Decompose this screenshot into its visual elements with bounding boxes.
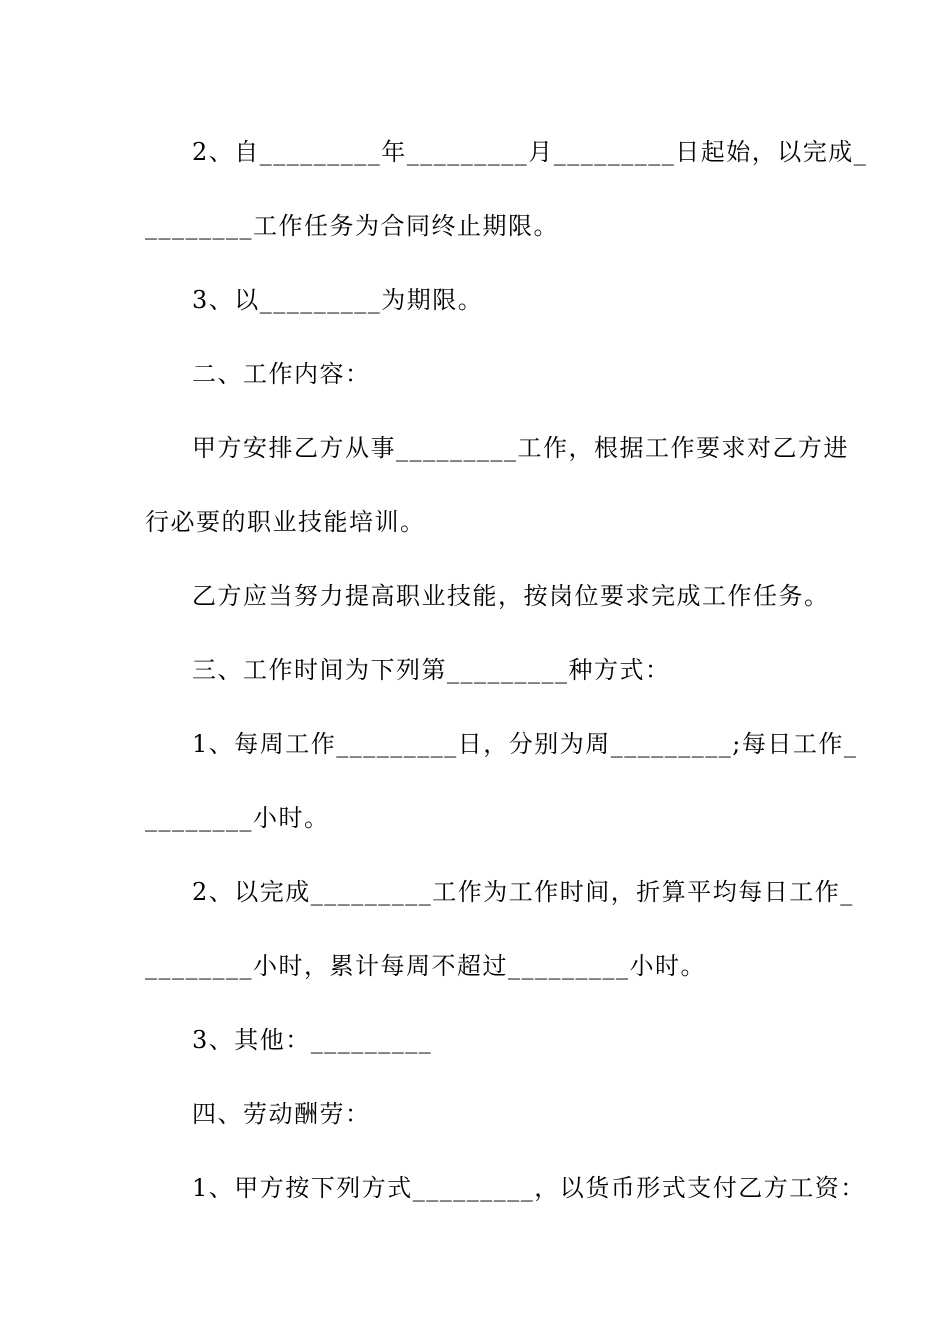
work-time-option-2-line-1: 2、以完成_________工作为工作时间，折算平均每日工作_	[192, 878, 854, 906]
section-3-heading: 三、工作时间为下列第_________种方式：	[192, 656, 671, 684]
work-time-option-1-line-1: 1、每周工作_________日，分别为周_________;每日工作_	[192, 730, 858, 758]
work-time-option-1-line-2: ________小时。	[145, 804, 330, 832]
work-content-paragraph-line-1: 甲方安排乙方从事_________工作，根据工作要求对乙方进	[192, 434, 849, 462]
section-2-heading: 二、工作内容：	[192, 360, 371, 388]
work-time-option-2-line-2: ________小时，累计每周不超过_________小时。	[145, 952, 706, 980]
section-4-heading: 四、劳动酬劳：	[192, 1100, 371, 1128]
clause-3-term-line: 3、以_________为期限。	[192, 286, 484, 314]
work-duty-paragraph: 乙方应当努力提高职业技能，按岗位要求完成工作任务。	[192, 582, 830, 610]
clause-2-continuation: ________工作任务为合同终止期限。	[145, 212, 559, 240]
clause-2-start-date-line: 2、自_________年_________月_________日起始，以完成_	[192, 138, 868, 166]
work-time-option-3-line: 3、其他：_________	[192, 1026, 433, 1054]
work-content-paragraph-line-2: 行必要的职业技能培训。	[145, 508, 426, 536]
remuneration-clause-1-line: 1、甲方按下列方式_________，以货币形式支付乙方工资：	[192, 1174, 866, 1202]
